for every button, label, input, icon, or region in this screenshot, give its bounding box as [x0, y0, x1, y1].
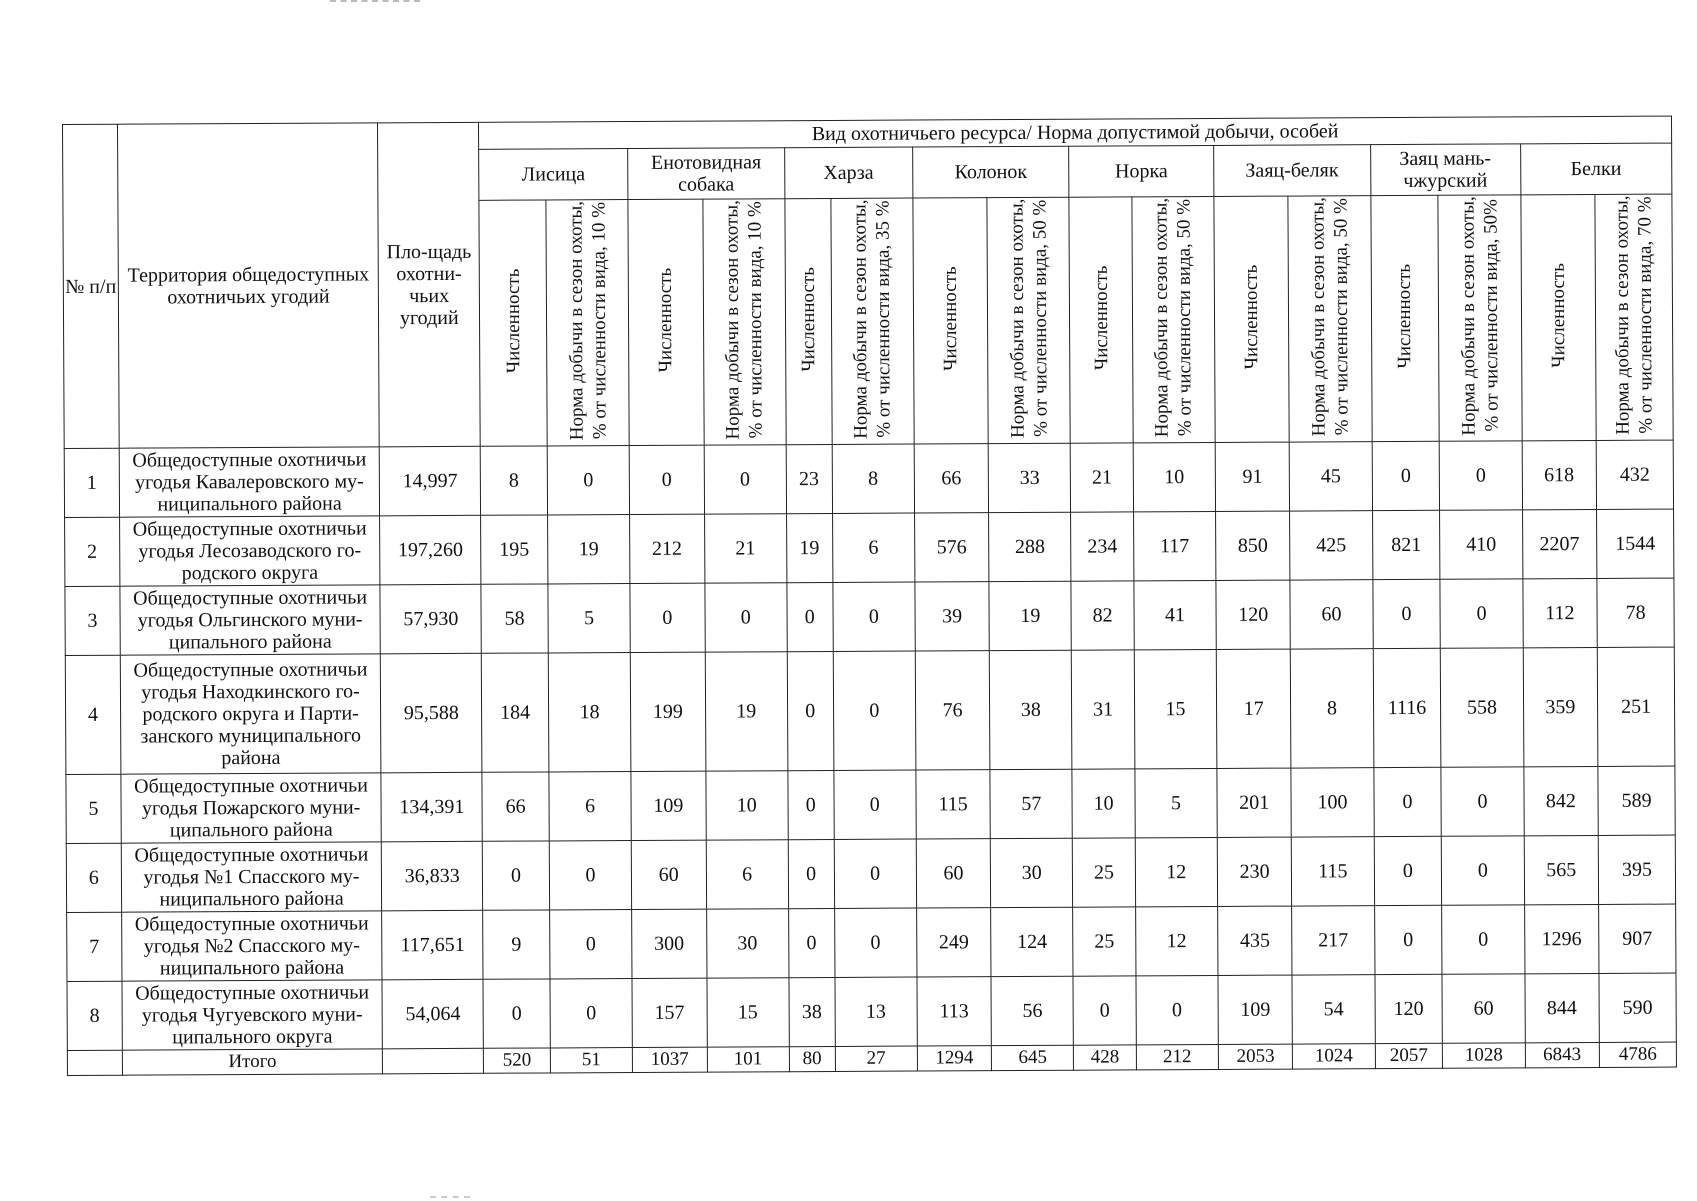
cell-value: 33 [988, 443, 1070, 512]
table-row [67, 904, 1676, 981]
cell-value: 57 [990, 769, 1072, 838]
cell-value: 230 [1217, 837, 1292, 906]
count-header [1520, 194, 1596, 440]
norm-header [1132, 196, 1215, 442]
cell-value: 0 [787, 651, 834, 770]
table-row [66, 766, 1675, 843]
norm-header [546, 200, 629, 446]
cell-value: 0 [1442, 905, 1524, 974]
cell-value: 0 [547, 446, 629, 515]
norm-header-label: Норма добычи в сезон охоты, % от численности вида, 50 % [1150, 197, 1196, 437]
cell-value: 0 [1136, 975, 1218, 1044]
norm-header-label: Норма добычи в сезон охоты, % от численности вида, 50 % [1006, 198, 1052, 438]
cell-value: 558 [1441, 648, 1524, 767]
row-num: 5 [66, 774, 121, 843]
total-value: 428 [1074, 1045, 1137, 1070]
row-area: 197,260 [380, 515, 481, 585]
cell-value: 76 [915, 651, 990, 770]
row-area: 54,064 [382, 979, 483, 1049]
row-num: 1 [64, 448, 119, 517]
total-value: 520 [483, 1048, 550, 1073]
norm-header [1288, 196, 1371, 442]
cell-value: 5 [548, 584, 630, 653]
cell-value: 212 [630, 514, 705, 583]
cell-value: 66 [482, 772, 549, 841]
cell-value: 576 [914, 513, 989, 582]
total-value: 80 [789, 1046, 835, 1071]
species-name: Харза [784, 147, 912, 199]
cell-value: 10 [1133, 442, 1215, 511]
cell-value: 15 [1134, 649, 1217, 768]
count-header [785, 198, 832, 444]
cell-value: 117 [1133, 511, 1215, 580]
cell-value: 60 [916, 839, 991, 908]
cell-value: 184 [481, 653, 548, 772]
cell-value: 217 [1292, 906, 1374, 975]
species-name: Колонок [912, 146, 1069, 198]
cell-value: 0 [834, 770, 916, 839]
cell-value: 0 [1372, 579, 1440, 648]
cell-value: 425 [1290, 511, 1372, 580]
cell-value: 157 [632, 978, 707, 1047]
total-value: 51 [550, 1048, 632, 1073]
count-header [479, 200, 547, 446]
cell-value: 0 [550, 979, 632, 1048]
total-value: 1037 [632, 1047, 707, 1072]
total-value: 27 [835, 1046, 917, 1071]
cell-value: 359 [1523, 647, 1598, 766]
cell-value: 251 [1597, 647, 1675, 766]
cell-value: 0 [787, 582, 833, 651]
cell-value: 0 [833, 582, 915, 651]
cell-value: 6 [832, 513, 914, 582]
norm-header-label: Норма добычи в сезон охоты, % от численности вида, 10 % [721, 199, 767, 440]
total-value: 212 [1136, 1044, 1218, 1069]
cell-value: 60 [631, 840, 706, 909]
cell-value: 13 [835, 977, 917, 1046]
cell-value: 395 [1598, 835, 1675, 904]
norm-header-label: Норма добычи в сезон охоты, % от численности вида, 50 % [1307, 196, 1353, 437]
table-row [65, 509, 1674, 586]
count-header [1370, 195, 1439, 441]
count-header-label: Численность [797, 266, 819, 372]
total-value: 1024 [1293, 1044, 1375, 1069]
norm-header-label: Норма добычи в сезон охоты, % от численности вида, 70 % [1611, 195, 1657, 435]
cell-value: 120 [1216, 580, 1291, 649]
scan-mark-bottom [430, 1196, 470, 1201]
row-num: 2 [65, 517, 120, 586]
row-territory: Общедоступные охотничьи угодья Чугуевского муни-ципального округа [122, 980, 383, 1050]
row-area: 36,833 [382, 841, 483, 911]
count-header-label: Численность [502, 268, 524, 373]
cell-value: 907 [1599, 904, 1676, 973]
total-area-empty [383, 1048, 484, 1074]
count-header [1069, 197, 1133, 443]
cell-value: 0 [630, 583, 705, 652]
species-name: Белки [1520, 143, 1672, 195]
scan-mark-top [330, 0, 420, 5]
cell-value: 590 [1599, 973, 1676, 1042]
row-area: 95,588 [381, 653, 482, 773]
cell-value: 15 [707, 978, 789, 1047]
table-row [65, 647, 1675, 774]
row-area: 57,930 [380, 584, 481, 654]
cell-value: 113 [917, 977, 992, 1046]
cell-value: 115 [1292, 837, 1374, 906]
norm-header [1438, 195, 1521, 441]
cell-value: 0 [629, 445, 704, 514]
cell-value: 109 [631, 771, 706, 840]
row-territory: Общедоступные охотничьи угодья Лесозаводского го-родского округа [119, 516, 380, 586]
count-header [1214, 196, 1290, 442]
norm-header [831, 198, 914, 444]
row-territory: Общедоступные охотничьи угодья №2 Спасского му-ниципального района [121, 911, 382, 981]
count-header-label: Численность [655, 267, 677, 373]
cell-value: 60 [1442, 974, 1524, 1043]
cell-value: 109 [1218, 975, 1293, 1044]
row-num: 4 [65, 655, 120, 774]
table-row [64, 440, 1673, 517]
cell-value: 0 [482, 841, 549, 910]
norm-header [702, 199, 785, 445]
cell-value: 41 [1134, 580, 1216, 649]
cell-value: 0 [1440, 441, 1522, 510]
cell-value: 38 [990, 650, 1073, 769]
cell-value: 30 [990, 838, 1072, 907]
cell-value: 19 [705, 652, 788, 771]
cell-value: 288 [989, 512, 1071, 581]
species-name: Норка [1069, 145, 1214, 197]
cell-value: 1116 [1373, 648, 1442, 767]
table-row [65, 578, 1674, 655]
cell-value: 19 [786, 513, 832, 582]
cell-value: 199 [630, 652, 705, 771]
cell-value: 0 [833, 651, 916, 770]
row-territory: Общедоступные охотничьи угодья Пожарского муни-ципального района [121, 773, 382, 843]
row-num: 7 [67, 912, 122, 981]
cell-value: 821 [1372, 510, 1440, 579]
cell-value: 0 [549, 841, 631, 910]
cell-value: 58 [481, 584, 548, 653]
header-territory: Территория общедоступных охотничьих угодий [117, 123, 379, 448]
total-value: 2057 [1375, 1043, 1443, 1068]
row-area: 134,391 [381, 772, 482, 842]
cell-value: 5 [1135, 768, 1217, 837]
row-territory: Общедоступные охотничьи угодья Кавалеровского му-ниципального района [119, 447, 380, 517]
species-name: Енотовидная собака [628, 148, 785, 200]
cell-value: 201 [1217, 768, 1292, 837]
cell-value: 8 [1291, 649, 1374, 768]
cell-value: 10 [1072, 769, 1135, 838]
total-value: 1294 [917, 1046, 992, 1071]
cell-value: 9 [483, 910, 550, 979]
cell-value: 17 [1216, 649, 1291, 768]
cell-value: 23 [786, 444, 832, 513]
norm-header [987, 197, 1070, 443]
count-header-label: Численность [1394, 263, 1416, 369]
cell-value: 6 [706, 840, 788, 909]
cell-value: 100 [1291, 768, 1373, 837]
cell-value: 91 [1215, 442, 1290, 511]
norm-header-label: Норма добычи в сезон охоты, % от численности вида, 35 % [849, 199, 895, 439]
header-num: № п/п [63, 124, 119, 448]
cell-value: 0 [1442, 836, 1524, 905]
row-num: 8 [67, 981, 122, 1050]
table-row [66, 835, 1675, 912]
norm-header [1595, 194, 1673, 440]
count-header-label: Численность [1240, 264, 1263, 370]
cell-value: 0 [483, 979, 550, 1048]
cell-value: 300 [632, 909, 707, 978]
cell-value: 21 [1071, 443, 1134, 512]
cell-value: 249 [916, 908, 991, 977]
cell-value: 112 [1522, 578, 1597, 647]
norm-header-label: Норма добычи в сезон охоты, % от численности вида, 10 % [564, 200, 611, 441]
cell-value: 842 [1523, 766, 1598, 835]
cell-value: 195 [481, 515, 548, 584]
cell-value: 0 [1372, 441, 1440, 510]
cell-value: 10 [705, 771, 787, 840]
cell-value: 0 [1374, 905, 1442, 974]
cell-value: 6 [549, 772, 631, 841]
cell-value: 0 [1374, 836, 1442, 905]
table-body [64, 440, 1676, 1075]
count-header-label: Численность [939, 265, 962, 371]
row-territory: Общедоступные охотничьи угодья Ольгинского муни-ципального района [120, 585, 381, 655]
cell-value: 0 [1373, 767, 1441, 836]
row-num: 3 [65, 586, 120, 655]
cell-value: 0 [704, 445, 786, 514]
cell-value: 589 [1598, 766, 1675, 835]
cell-value: 115 [916, 770, 991, 839]
cell-value: 850 [1215, 511, 1290, 580]
row-territory: Общедоступные охотничьи угодья Находкинского го-родского округа и Парти-занского муниципального района [120, 654, 381, 774]
cell-value: 25 [1073, 907, 1136, 976]
cell-value: 38 [789, 977, 835, 1046]
total-label: Итого [122, 1049, 383, 1075]
cell-value: 618 [1522, 440, 1597, 509]
cell-value: 19 [547, 515, 629, 584]
cell-value: 45 [1290, 442, 1372, 511]
species-name: Заяц-беляк [1214, 145, 1371, 197]
cell-value: 0 [834, 839, 916, 908]
species-name: Заяц мань-чжурский [1370, 144, 1520, 196]
cell-value: 0 [704, 583, 786, 652]
cell-value: 0 [1441, 767, 1523, 836]
cell-value: 19 [989, 581, 1071, 650]
cell-value: 844 [1524, 973, 1599, 1042]
cell-value: 1544 [1597, 509, 1674, 578]
cell-value: 0 [788, 908, 834, 977]
cell-value: 435 [1218, 906, 1293, 975]
total-value: 101 [707, 1047, 789, 1072]
cell-value: 25 [1073, 838, 1136, 907]
cell-value: 0 [1073, 976, 1136, 1045]
cell-value: 82 [1071, 581, 1134, 650]
cell-value: 432 [1596, 440, 1673, 509]
count-header [913, 198, 989, 444]
cell-value: 234 [1071, 512, 1134, 581]
count-header-label: Численность [1090, 265, 1112, 370]
cell-value: 12 [1135, 906, 1217, 975]
row-territory: Общедоступные охотничьи угодья №1 Спасского му-ниципального района [121, 842, 382, 912]
row-area: 14,997 [380, 446, 481, 516]
cell-value: 66 [914, 444, 989, 513]
cell-value: 54 [1292, 975, 1374, 1044]
cell-value: 0 [1440, 579, 1522, 648]
cell-value: 12 [1135, 837, 1217, 906]
total-value: 1028 [1443, 1043, 1525, 1068]
total-num-empty [67, 1050, 122, 1075]
hunting-quota-table [62, 116, 1677, 1076]
total-value: 6843 [1525, 1042, 1600, 1067]
cell-value: 60 [1290, 580, 1372, 649]
species-name: Лисица [479, 149, 628, 201]
total-value: 645 [992, 1045, 1074, 1070]
total-value: 4786 [1599, 1042, 1676, 1067]
cell-value: 21 [704, 514, 786, 583]
cell-value: 8 [832, 444, 914, 513]
header-area: Пло-щадь охотни-чьих угодий [378, 122, 480, 447]
cell-value: 0 [788, 839, 834, 908]
row-num: 6 [66, 843, 121, 912]
cell-value: 2207 [1522, 509, 1597, 578]
cell-value: 410 [1440, 510, 1522, 579]
cell-value: 18 [548, 653, 631, 772]
header-resource-group: Вид охотничьего ресурса/ Норма допустимой добычи, особей [479, 116, 1672, 149]
cell-value: 31 [1072, 650, 1135, 769]
norm-header-label: Норма добычи в сезон охоты, % от численности вида, 50% [1457, 195, 1503, 436]
table-row [67, 973, 1676, 1050]
count-header [628, 199, 704, 445]
cell-value: 39 [915, 582, 990, 651]
cell-value: 1296 [1524, 904, 1599, 973]
cell-value: 56 [991, 976, 1073, 1045]
total-value: 2053 [1218, 1044, 1293, 1069]
count-header-label: Численность [1547, 262, 1570, 368]
row-area: 117,651 [382, 910, 483, 980]
cell-value: 78 [1597, 578, 1674, 647]
cell-value: 0 [788, 770, 834, 839]
cell-value: 0 [550, 910, 632, 979]
cell-value: 124 [991, 907, 1073, 976]
cell-value: 8 [480, 446, 547, 515]
cell-value: 30 [706, 909, 788, 978]
cell-value: 0 [834, 908, 916, 977]
cell-value: 120 [1374, 974, 1442, 1043]
cell-value: 565 [1524, 835, 1599, 904]
